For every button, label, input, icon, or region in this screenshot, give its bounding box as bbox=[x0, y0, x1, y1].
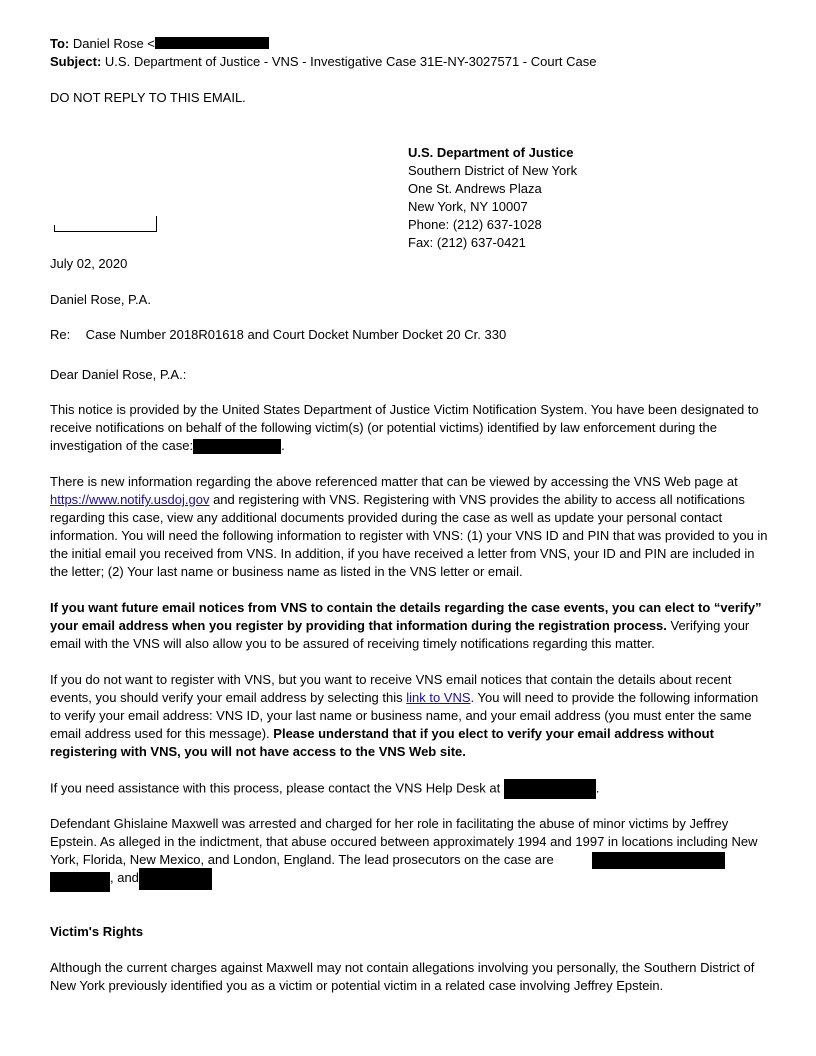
paragraph-text: Verifying your email with the VNS will also allow you to be assured of receiving timely notifications regarding this matter. bbox=[50, 618, 750, 651]
paragraph-bold-text: Please understand that if you elect to verify your email address without registering with VNS, you will not have access to the VNS Web site. bbox=[50, 726, 714, 759]
subject-label: Subject: bbox=[50, 54, 102, 69]
paragraph-victim-status bbox=[50, 959, 770, 995]
letter-date: July 02, 2020 bbox=[50, 256, 128, 271]
no-reply-notice: DO NOT REPLY TO THIS EMAIL. bbox=[50, 90, 246, 105]
paragraph-help-desk bbox=[50, 779, 770, 799]
paragraph-verify-without-register bbox=[50, 671, 770, 761]
redaction-box bbox=[155, 37, 269, 49]
paragraph-text: This notice is provided by the United States Department of Justice Victim Notification System. You have been designated to receive notifications on behalf of the following victim(s) (or potential victims) identified by law enforcement during the investigation of the case: bbox=[50, 402, 759, 453]
subject-line bbox=[50, 53, 790, 71]
paragraph-text: If you do not want to register with VNS, but you want to receive VNS email notices that contain the details about recent events, you should verify your email address by selecting this bbox=[50, 672, 732, 705]
paragraph-text: Defendant Ghislaine Maxwell was arrested and charged for her role in facilitating the abuse of minor victims by Jeffrey Epstein. As alleged in the indictment, that abuse occured between approximately 1994 and 1997 in locations including New York, Florida, New Mexico, and London, England. The lead prosecutors on the case are bbox=[50, 816, 758, 867]
paragraph-verify bbox=[50, 599, 770, 653]
paragraph-text: There is new information regarding the above referenced matter that can be viewed by accessing the VNS Web page at bbox=[50, 474, 738, 489]
paragraph-text: and registering with VNS. Registering with VNS provides the ability to access all notifications regarding this case, view any additional documents provided during the case as well as update your personal contact information. You will need the following information to register with VNS: (1) your VNS ID and PIN that was provided to you in the initial email you received from VNS. In addition, if you have received a letter from VNS, your ID and PIN are included in the letter; (2) Your last name or business name as listed in the VNS letter or email. bbox=[50, 492, 768, 579]
paragraph-bold-text: If you want future email notices from VNS to contain the details regarding the case events, you can elect to “verify” your email address when you register by providing that information during the registration process. bbox=[50, 600, 762, 633]
re-line bbox=[50, 326, 506, 344]
re-label: Re: bbox=[50, 327, 71, 342]
blank-field-mark bbox=[54, 216, 157, 232]
heading-text: Victim's Rights bbox=[50, 924, 144, 939]
vns-link[interactable]: link to VNS bbox=[406, 690, 471, 705]
victims-rights-heading bbox=[50, 923, 143, 941]
re-text: Case Number 2018R01618 and Court Docket Number Docket 20 Cr. 330 bbox=[85, 327, 507, 342]
sender-org: U.S. Department of Justice bbox=[408, 145, 574, 160]
recipient-name: Daniel Rose, P.A. bbox=[50, 292, 151, 307]
salutation: Dear Daniel Rose, P.A.: bbox=[50, 367, 187, 382]
paragraph-text: If you need assistance with this process, please contact the VNS Help Desk at bbox=[50, 780, 501, 796]
to-label: To: bbox=[50, 36, 70, 51]
paragraph-text: . You will need to provide the following information to verify your email address: VNS ID, your last name or business name, and your email address (you must enter the same email address used for this message). bbox=[50, 690, 759, 741]
redaction-box bbox=[50, 872, 110, 892]
sender-address bbox=[408, 144, 577, 252]
redaction-box bbox=[592, 852, 725, 869]
subject-text: U.S. Department of Justice - VNS - Investigative Case 31E-NY-3027571 - Court Case bbox=[104, 54, 597, 69]
paragraph-text: . bbox=[595, 780, 600, 796]
redaction-box bbox=[139, 868, 212, 890]
sender-line: Fax: (212) 637-0421 bbox=[408, 235, 526, 250]
to-line bbox=[50, 35, 770, 53]
paragraph-text: Although the current charges against Maxwell may not contain allegations involving you personally, the Southern District of New York previously identified you as a victim or potential victim in a related case involving Jeffrey Epstein. bbox=[50, 960, 755, 993]
redaction-box bbox=[193, 439, 281, 454]
paragraph-registration bbox=[50, 473, 770, 581]
notify-link[interactable]: https://www.notify.usdoj.gov bbox=[50, 492, 210, 507]
sender-line: Southern District of New York bbox=[408, 163, 578, 178]
blank-field-mark-mask bbox=[53, 215, 57, 225]
sender-line: One St. Andrews Plaza bbox=[408, 181, 542, 196]
paragraph-text: . bbox=[281, 438, 285, 453]
redaction-box bbox=[504, 779, 596, 799]
to-name: Daniel Rose < bbox=[72, 36, 155, 51]
paragraph-designation bbox=[50, 401, 770, 455]
paragraph-text: , and bbox=[110, 870, 139, 885]
sender-line: Phone: (212) 637-1028 bbox=[408, 217, 542, 232]
sender-line: New York, NY 10007 bbox=[408, 199, 528, 214]
